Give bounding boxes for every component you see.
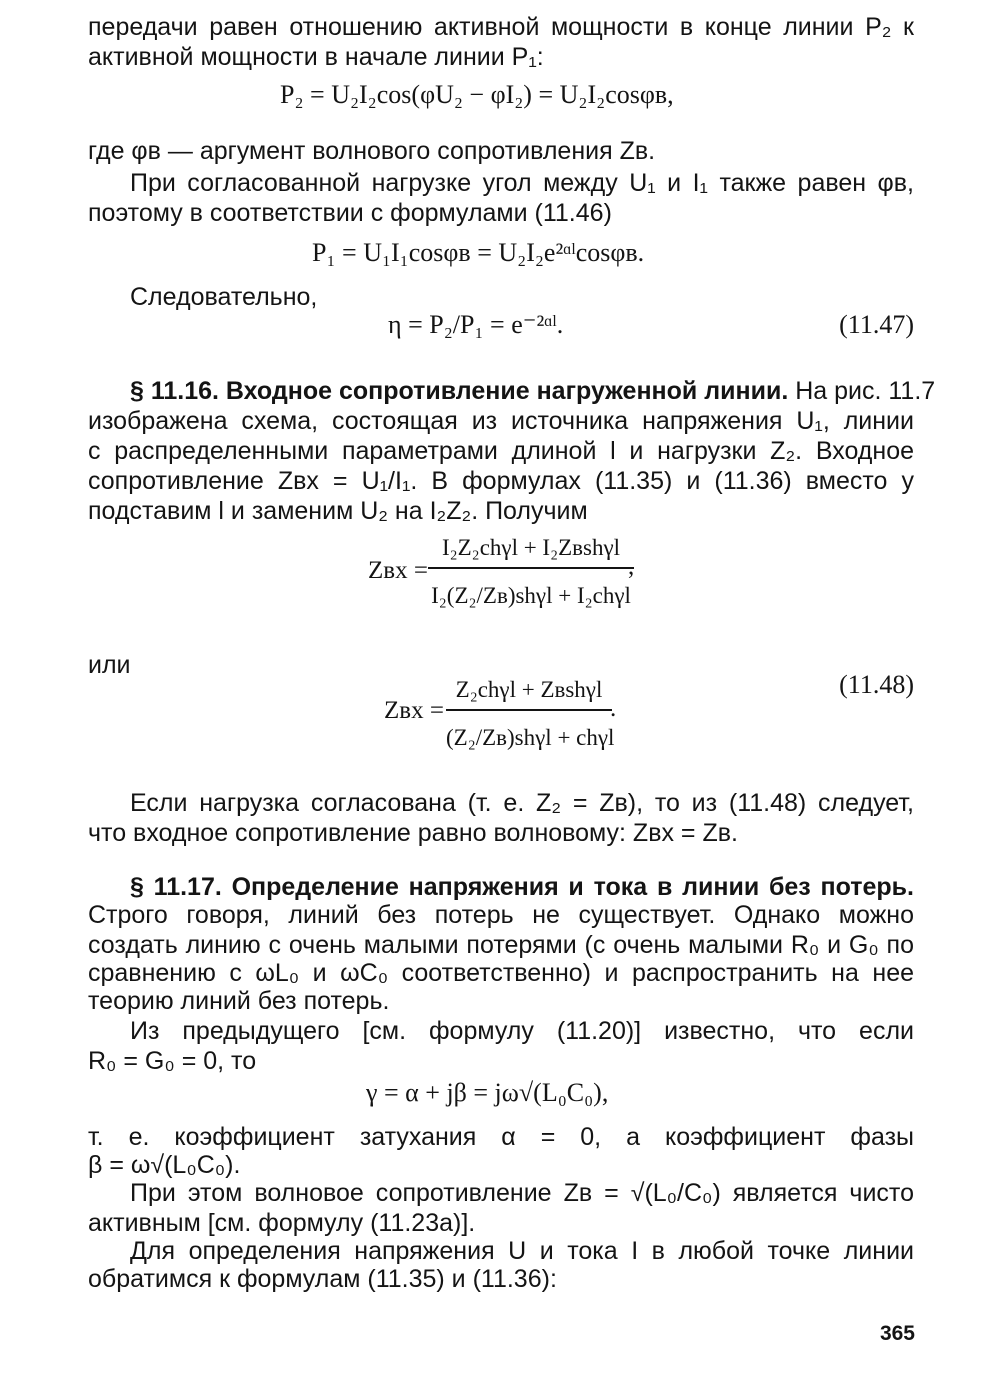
text-line: т. е. коэффициент затухания α = 0, а коэффициент фазы: [88, 1123, 914, 1151]
page-number: 365: [879, 1322, 915, 1345]
text-line: Следовательно,: [130, 283, 318, 311]
formula-zin1-tail: ,: [628, 553, 635, 580]
section-title: § 11.16. Входное сопротивление нагруженной линии.: [130, 377, 789, 405]
text-line: сравнению с ωL₀ и ωC₀ соответственно) и распространить на нее: [88, 959, 914, 987]
formula-gamma: γ = α + jβ = jω√(L₀C₀),: [366, 1078, 609, 1107]
text-line: активной мощности в начале линии P₁:: [88, 43, 544, 71]
formula-zin2-denominator: (Z₂/Zв)shγl + chγl: [446, 725, 615, 750]
text-line: или: [88, 651, 131, 679]
formula-zin1-lhs: Zвх =: [368, 557, 428, 584]
text-line: подставим l и заменим U₂ на I₂Z₂. Получим: [88, 497, 588, 525]
text-line: где φв — аргумент волнового сопротивления Zв.: [88, 137, 656, 165]
text-line: обратимся к формулам (11.35) и (11.36):: [88, 1265, 557, 1293]
text-line: что входное сопротивление равно волновому: Zвх = Zв.: [88, 819, 738, 847]
equation-number: (11.47): [839, 310, 914, 339]
section-title: § 11.17. Определение напряжения и тока в линии без потерь.: [130, 873, 914, 901]
formula-p1: P₁ = U₁I₁cosφв = U₂I₂e²ᵅˡcosφв.: [312, 238, 645, 267]
text-line: поэтому в соответствии с формулами (11.46): [88, 199, 612, 227]
formula-zin2-numerator: Z₂chγl + Zвshγl: [455, 677, 603, 702]
formula-p2: P₂ = U₂I₂cos(φU₂ − φI₂) = U₂I₂cosφв,: [280, 80, 674, 109]
text-line: При этом волновое сопротивление Zв = √(L₀/C₀) является чисто: [130, 1179, 914, 1207]
text-line: теорию линий без потерь.: [88, 987, 390, 1015]
text-line: При согласованной нагрузке угол между U₁ и I₁ также равен φв,: [130, 169, 914, 197]
formula-zin1-numerator: I₂Z₂chγl + I₂Zвshγl: [441, 535, 621, 560]
section-heading-11-16: [130, 376, 936, 406]
text-line: R₀ = G₀ = 0, то: [88, 1047, 257, 1075]
text-line: Если нагрузка согласована (т. е. Z₂ = Zв), то из (11.48) следует,: [130, 789, 914, 817]
section-heading-11-17: [130, 872, 914, 902]
fraction-bar: [446, 709, 612, 711]
formula-zin2-lhs: Zвх =: [384, 697, 444, 724]
text-line: Строго говоря, линий без потерь не существует. Однако можно: [88, 901, 914, 929]
formula-zin1-denominator: I₂(Z₂/Zв)shγl + I₂chγl: [431, 583, 631, 608]
text-line: сопротивление Zвх = U₁/I₁. В формулах (11.35) и (11.36) вместо y: [88, 467, 914, 495]
text-line: изображена схема, состоящая из источника напряжения U₁, линии: [88, 407, 914, 435]
text-line: Из предыдущего [см. формулу (11.20)] известно, что если: [130, 1017, 914, 1045]
formula-eta: η = P₂/P₁ = e⁻²ᵅˡ.: [388, 310, 564, 339]
equation-number: (11.48): [839, 670, 914, 699]
fraction-bar: [428, 567, 634, 569]
text-line: β = ω√(L₀C₀).: [88, 1151, 241, 1179]
text-line: с распределенными параметрами длиной l и нагрузки Z₂. Входное: [88, 437, 914, 465]
text-line: создать линию с очень малыми потерями (с очень малыми R₀ и G₀ по: [88, 931, 914, 959]
formula-zin2-tail: .: [610, 695, 617, 722]
text-line: передачи равен отношению активной мощности в конце линии P₂ к: [88, 13, 914, 41]
text-line: Для определения напряжения U и тока I в любой точке линии: [130, 1237, 914, 1265]
text-line: активным [см. формулу (11.23а)].: [88, 1209, 476, 1237]
section-title-tail: На рис. 11.7: [795, 377, 936, 405]
